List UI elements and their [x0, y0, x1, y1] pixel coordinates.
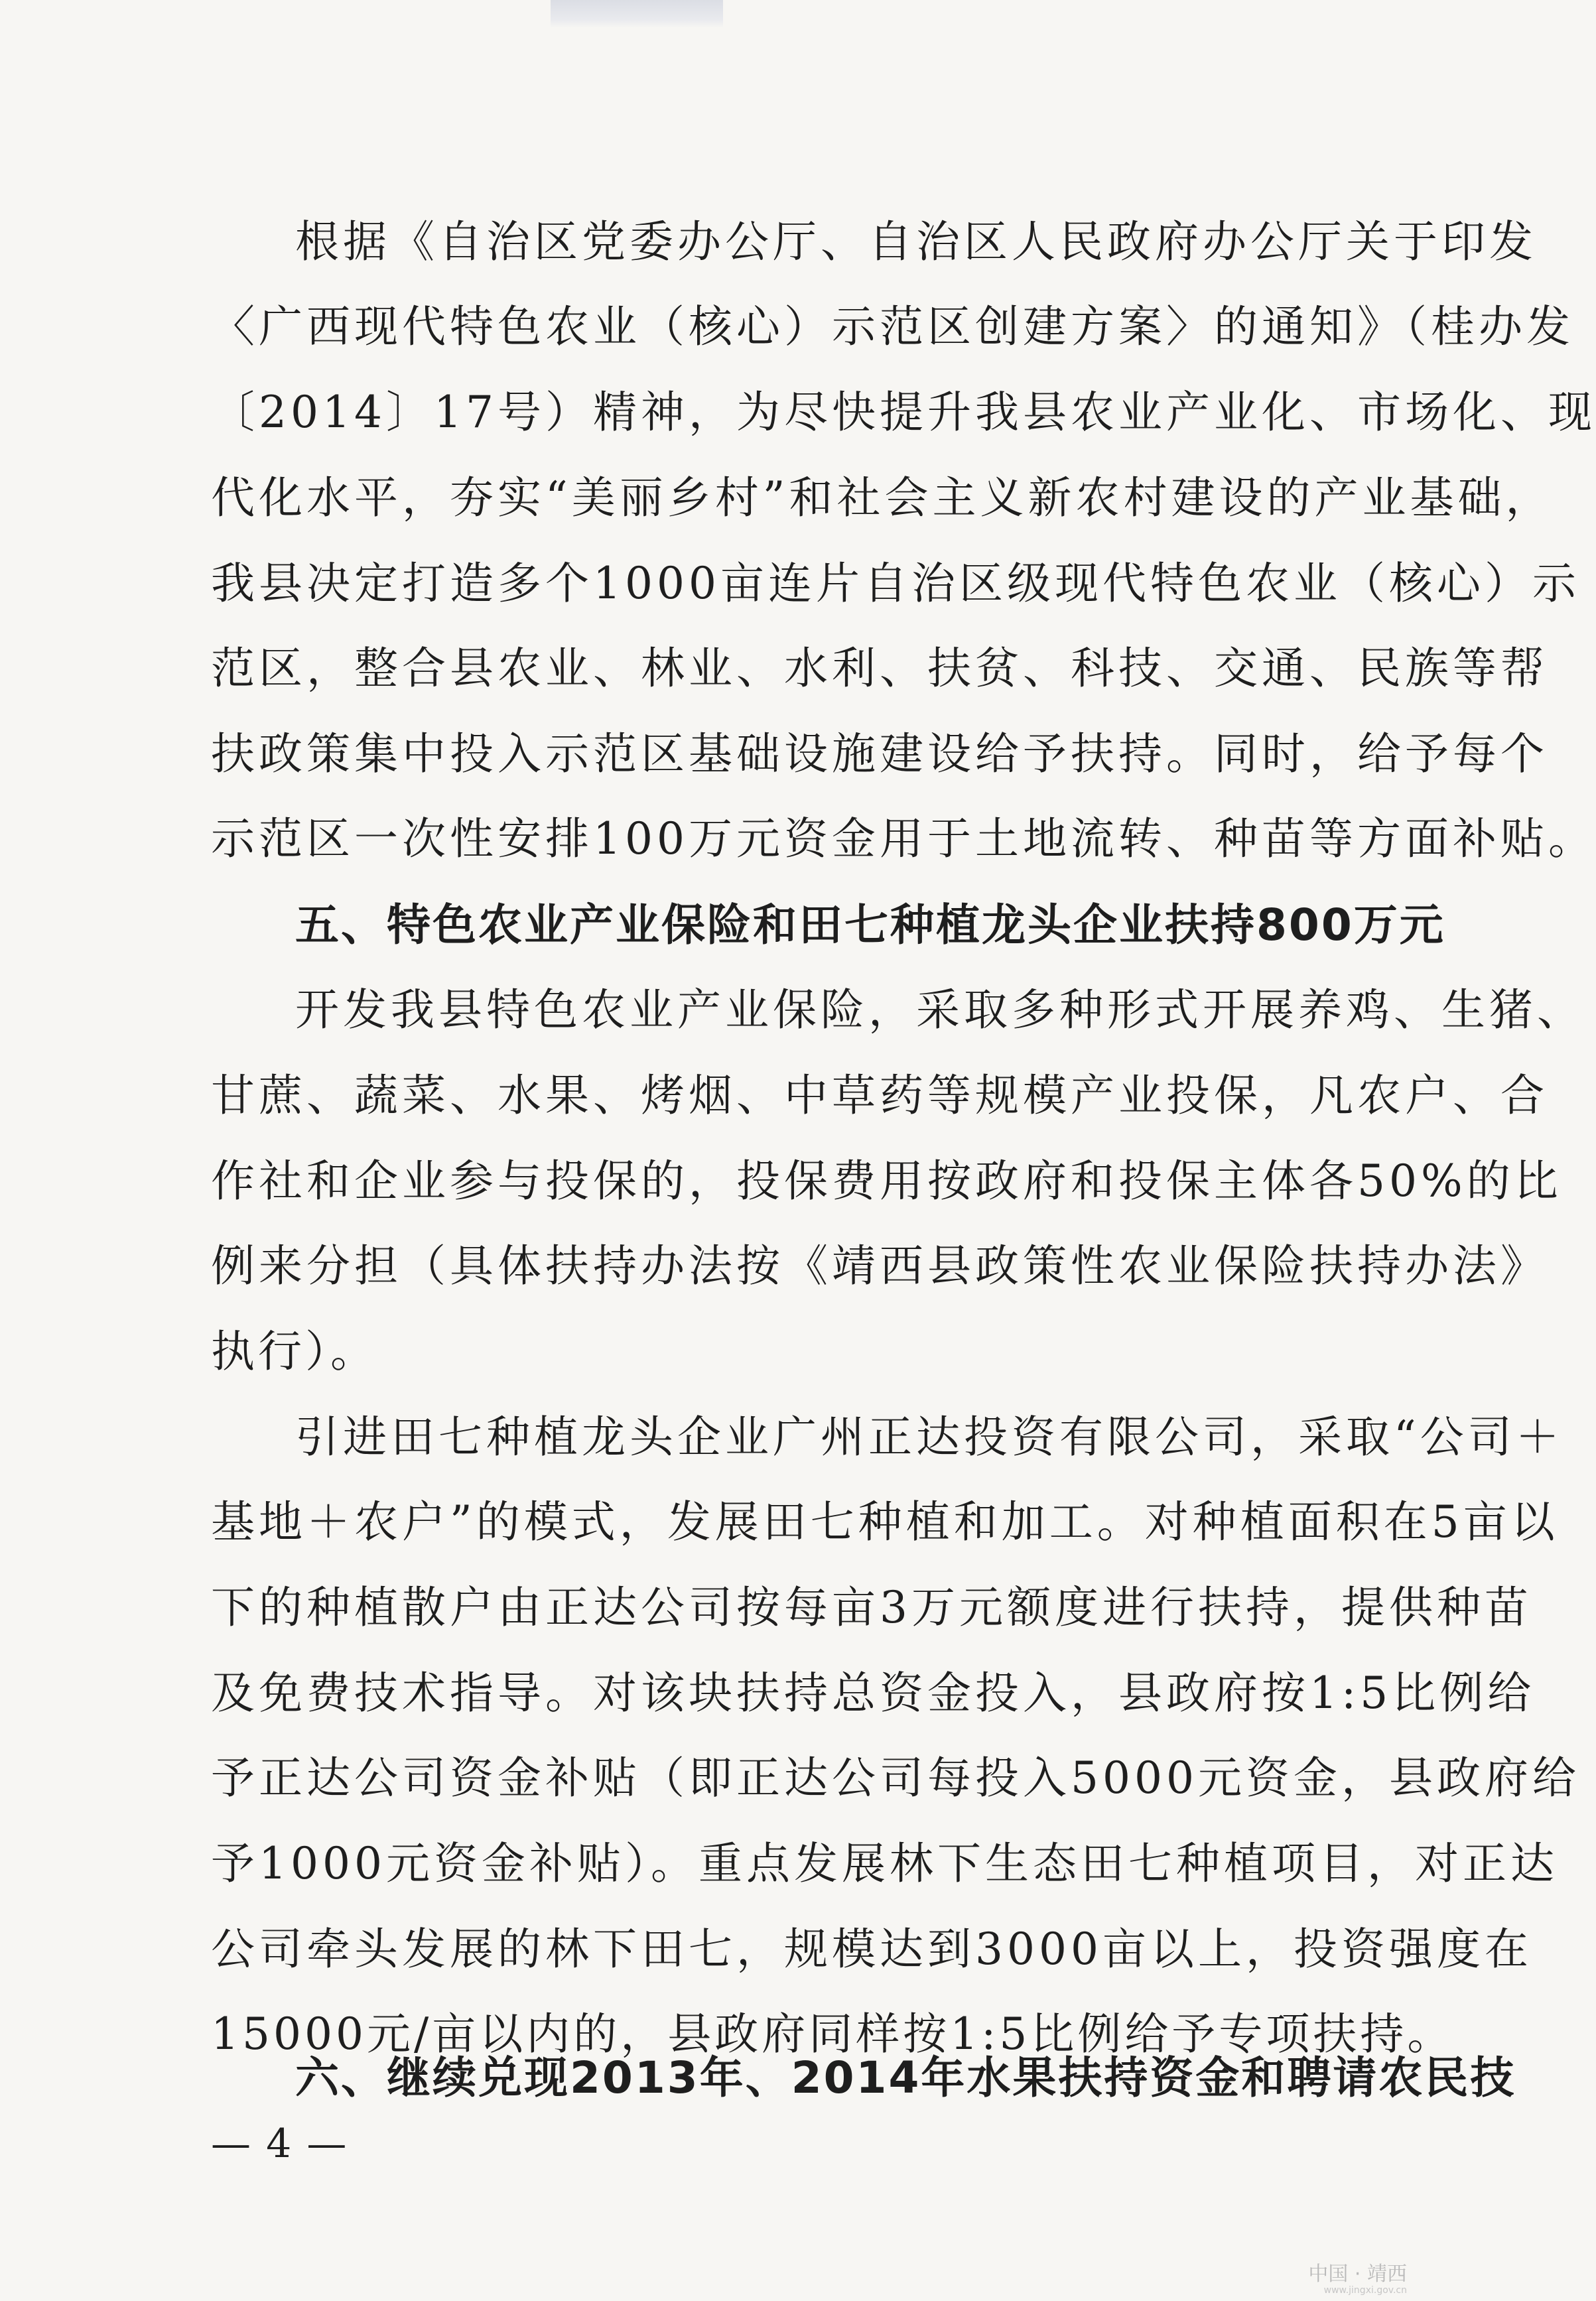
paragraph-2-line-2: 甘蔗、蔬菜、水果、烤烟、中草药等规模产业投保，凡农户、合: [211, 1070, 1548, 1121]
watermark-text: 中国 · 靖西: [1308, 2263, 1407, 2286]
watermark-url: www.jingxi.gov.cn: [1323, 2285, 1407, 2296]
paragraph-1-line-2: 〈广西现代特色农业（核心）示范区创建方案〉的通知》（桂办发: [211, 301, 1574, 352]
site-watermark: [1308, 2264, 1407, 2296]
paragraph-3-line-8: 15000元/亩以内的，县政府同样按1:5比例给予专项扶持。: [211, 2008, 1455, 2060]
section-heading-6: 六、继续兑现2013年、2014年水果扶持资金和聘请农民技: [295, 2052, 1516, 2103]
section-heading-5: 五、特色农业产业保险和田七种植龙头企业扶持800万元: [295, 899, 1445, 951]
paragraph-3-line-2: 基地＋农户”的模式，发展田七种植和加工。对种植面积在5亩以: [211, 1496, 1559, 1547]
paragraph-2-line-4: 例来分担（具体扶持办法按《靖西县政策性农业保险扶持办法》: [211, 1240, 1548, 1291]
paragraph-2-line-3: 作社和企业参与投保的，投保费用按政府和投保主体各50%的比: [211, 1155, 1562, 1207]
paragraph-1-line-1: 根据《自治区党委办公厅、自治区人民政府办公厅关于印发: [295, 216, 1537, 267]
paragraph-3-line-5: 予正达公司资金补贴（即正达公司每投入5000元资金，县政府给: [211, 1752, 1580, 1804]
paragraph-2-line-5: 执行）。: [211, 1326, 377, 1377]
paragraph-1-line-4: 代化水平，夯实“美丽乡村”和社会主义新农村建设的产业基础，: [211, 472, 1554, 523]
paragraph-3-line-4: 及免费技术指导。对该块扶持总资金投入，县政府按1:5比例给: [211, 1668, 1536, 1719]
paragraph-2-line-1: 开发我县特色农业产业保险，采取多种形式开展养鸡、生猪、: [295, 984, 1585, 1035]
paragraph-3-line-6: 予1000元资金补贴）。重点发展林下生态田七种植项目，对正达: [211, 1838, 1558, 1889]
paragraph-1-line-5: 我县决定打造多个1000亩连片自治区级现代特色农业（核心）示: [211, 558, 1580, 609]
paragraph-3-line-1: 引进田七种植龙头企业广州正达投资有限公司，采取“公司＋: [295, 1412, 1563, 1463]
paragraph-1-line-8: 示范区一次性安排100万元资金用于土地流转、种苗等方面补贴。: [211, 813, 1596, 864]
page-number: — 4 —: [211, 2121, 348, 2167]
paragraph-3-line-3: 下的种植散户由正达公司按每亩3万元额度进行扶持，提供种苗: [211, 1582, 1532, 1633]
paragraph-3-line-7: 公司牵头发展的林下田七，规模达到3000亩以上，投资强度在: [211, 1924, 1532, 1975]
paragraph-1-line-3: 〔2014〕17号）精神，为尽快提升我县农业产业化、市场化、现: [211, 387, 1596, 438]
paragraph-1-line-7: 扶政策集中投入示范区基础设施建设给予扶持。同时，给予每个: [211, 728, 1548, 779]
paragraph-1-line-6: 范区，整合县农业、林业、水利、扶贫、科技、交通、民族等帮: [211, 643, 1548, 694]
